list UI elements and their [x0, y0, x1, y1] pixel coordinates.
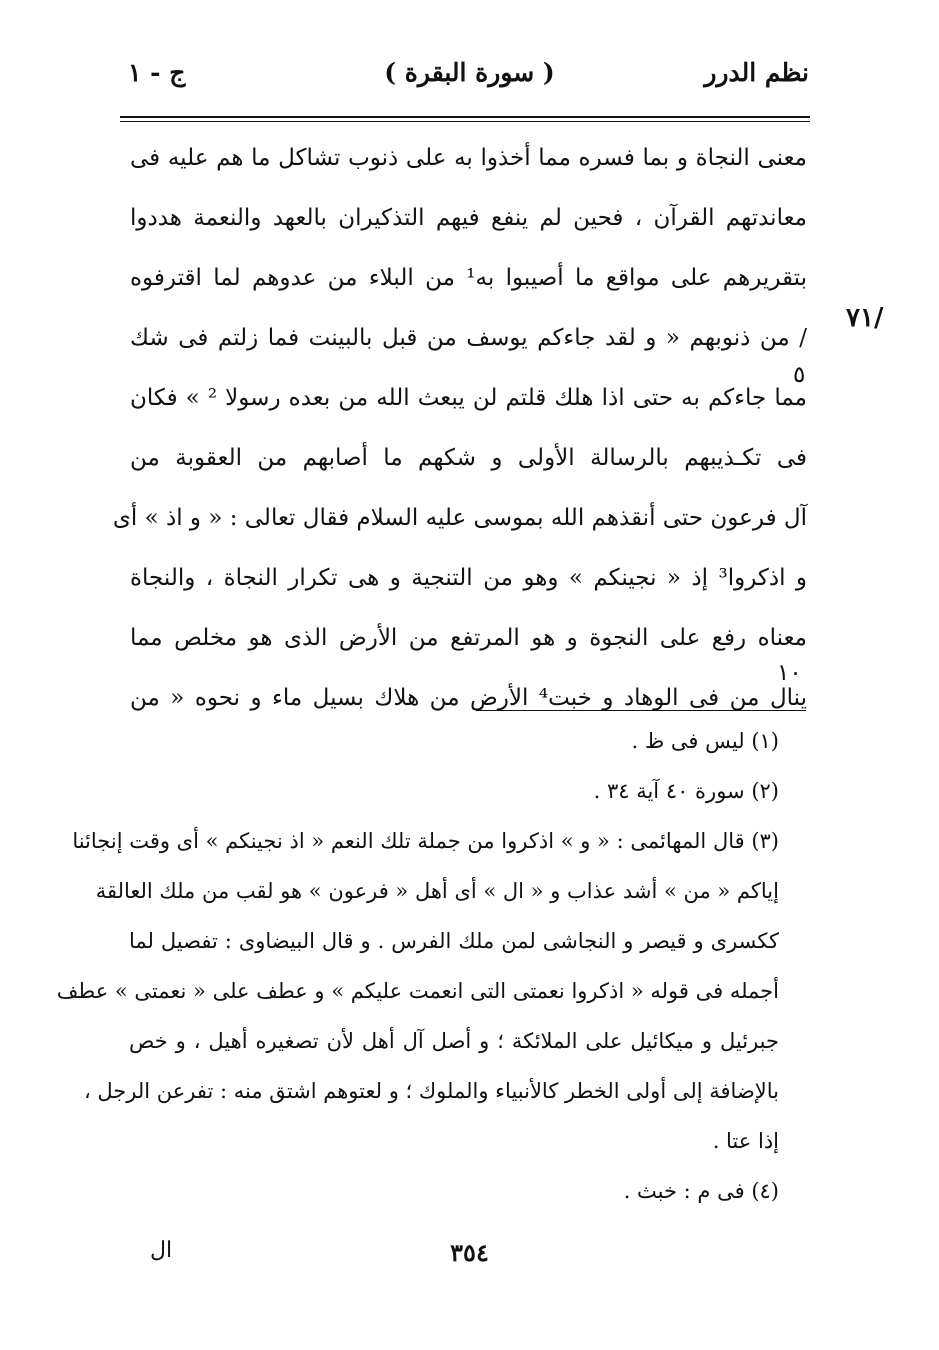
running-title: نظم الدرر [704, 58, 809, 87]
header-rule [120, 116, 810, 118]
footnote-line: (٢) سورة ٤٠ آية ٣٤ . [593, 779, 779, 803]
text-line: معنى النجاة و بما فسره مما أخذوا به على ذنوب تشاكل ما هم عليه فى [130, 145, 807, 171]
footnote-line: جبرئيل و ميكائيل على الملائكة ؛ و أصل آل أهل لأن تصغيره أهيل ، و خص [129, 1029, 779, 1053]
margin-line-number: ١٠ [777, 660, 802, 686]
footnote-line: (٣) قال المهائمى : « و » اذكروا من جملة تلك النعم « اذ نجينكم » أى وقت إنجائنا [72, 829, 779, 853]
footnote-line: ككسرى و قيصر و النجاشى لمن ملك الفرس . و قال البيضاوى : تفصيل لما [129, 929, 779, 953]
header-rule-thin [120, 121, 810, 122]
text-line: / من ذنوبهم « و لقد جاءكم يوسف من قبل بالبينت فما زلتم فى شك [130, 325, 807, 351]
surah-title: ( سورة البقرة ) [384, 58, 555, 87]
text-line: معاندتهم القرآن ، فحين لم ينفع فيهم التذكيران بالعهد والنعمة هددوا [130, 205, 807, 231]
text-line: ينال من فى الوهاد و خبت⁴ الأرض من هلاك بسيل ماء و نحوه « من [130, 685, 808, 711]
footnote-line: إياكم « من » أشد عذاب و « ال » أى أهل « فرعون » هو لقب من ملك العالقة [95, 879, 779, 903]
footnote-line: (٤) فى م : خبث . [623, 1179, 779, 1203]
text-line: مما جاءكم به حتى اذا هلك قلتم لن يبعث الله من بعده رسولا ² » فكان [130, 385, 807, 411]
text-line: معناه رفع على النجوة و هو المرتفع من الأرض الذى هو مخلص مما [130, 625, 807, 651]
main-text [112, 128, 808, 728]
footnote-rule [476, 710, 806, 711]
margin-line-number: ٥ [793, 362, 806, 388]
footnote-line: (١) ليس فى ظ . [631, 729, 779, 753]
text-line: آل فرعون حتى أنقذهم الله بموسى عليه السلام فقال تعالى : « و اذ » أى [112, 505, 807, 531]
footnote-line: إذا عتا . [712, 1129, 779, 1153]
text-line: و اذكروا³ إذ « نجينكم » وهو من التنجية و هى تكرار النجاة ، والنجاة [130, 565, 808, 591]
footnotes [56, 716, 779, 1216]
page-number: ٣٥٤ [450, 1238, 489, 1267]
text-line: بتقريرهم على مواقع ما أصيبوا به¹ من البلاء من عدوهم لما اقترفوه [130, 265, 807, 291]
text-line: فى تكـذيبهم بالرسالة الأولى و شكهم ما أصابهم من العقوبة من [130, 445, 807, 471]
margin-page-ref: /٧١ [846, 303, 884, 333]
footnote-line: بالإضافة إلى أولى الخطر كالأنبياء والملوك ؛ و لعتوهم اشتق منه : تفرعن الرجل ، [83, 1079, 779, 1103]
footnote-line: أجمله فى قوله « اذكروا نعمتى التى انعمت عليكم » و عطف على « نعمتى » عطف [56, 979, 779, 1003]
volume-label: ج - ١ [128, 58, 186, 87]
catchword: ال [150, 1238, 173, 1263]
